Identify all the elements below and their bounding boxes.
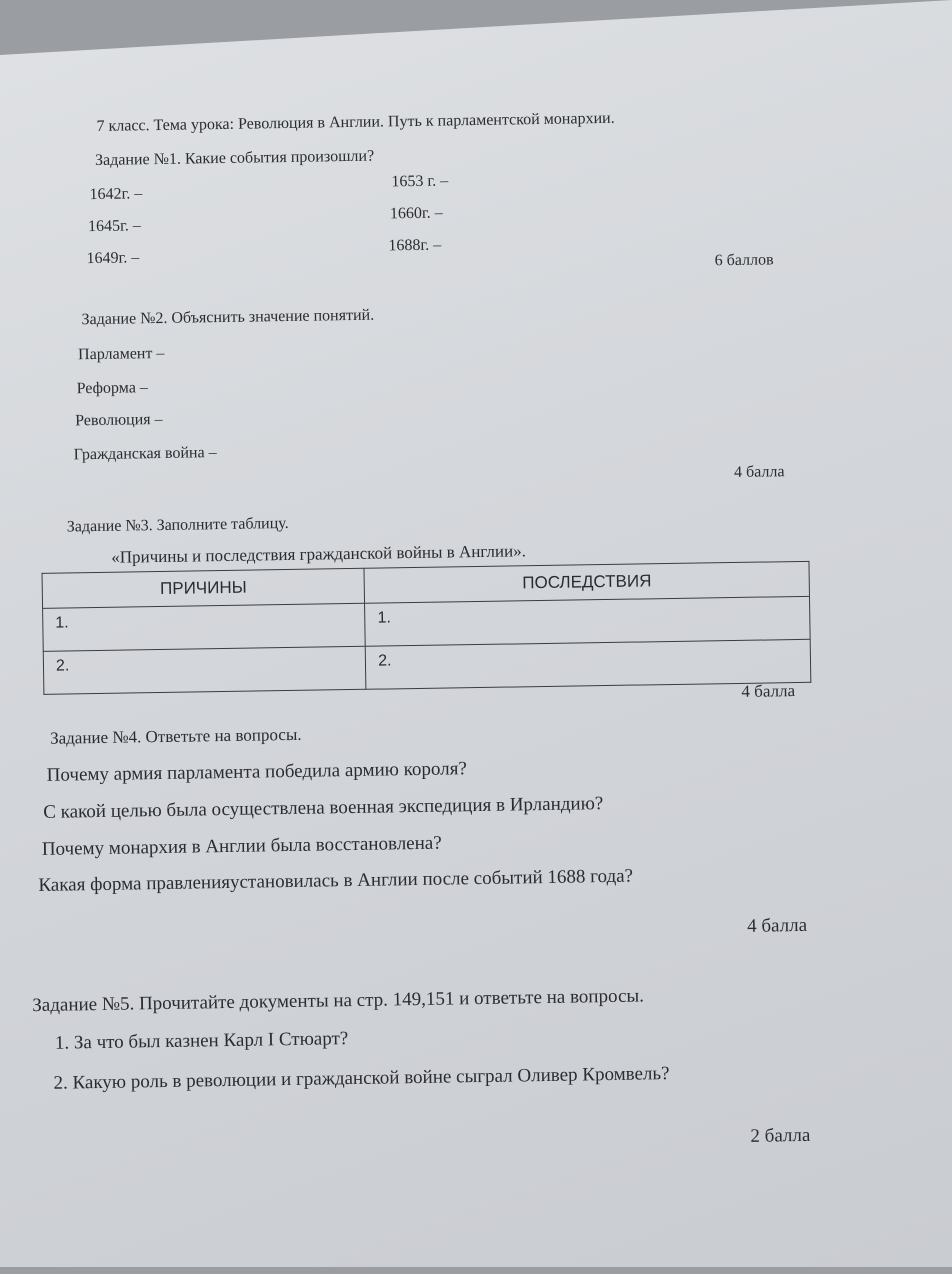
table-header-causes: ПРИЧИНЫ — [42, 568, 365, 608]
task2-term: Революция – — [75, 410, 163, 430]
task4-title: Задание №4. Ответьте на вопросы. — [49, 724, 302, 748]
task2-term: Реформа – — [76, 379, 148, 398]
task5-question: 2. Какую роль в революции и гражданской войне сыграл Оливер Кромвель? — [53, 1063, 670, 1094]
task4-question: Какая форма правленияустановилась в Англии после событий 1688 года? — [38, 865, 634, 896]
task1-title: Задание №1. Какие события произошли? — [94, 147, 375, 169]
lesson-header: 7 класс. Тема урока: Революция в Англии. Путь к парламентской монархии. — [96, 109, 615, 135]
task1-score: 6 баллов — [714, 251, 774, 270]
task1-date: 1660г. – — [389, 204, 443, 223]
table-cell: 1. — [43, 603, 366, 651]
table-cell: 2. — [365, 639, 810, 689]
table-cell: 2. — [43, 646, 366, 694]
task2-term: Гражданская война – — [73, 444, 217, 464]
task2-score: 4 балла — [733, 463, 785, 481]
table-header-effects: ПОСЛЕДСТВИЯ — [364, 561, 809, 603]
task3-title: Задание №3. Заполните таблицу. — [66, 514, 289, 536]
task4-question: Почему армия парламента победила армию короля? — [46, 758, 467, 786]
task1-date: 1642г. – — [89, 185, 143, 204]
table-cell: 1. — [365, 596, 810, 646]
task1-date: 1645г. – — [87, 217, 141, 236]
task1-date: 1688г. – — [388, 236, 442, 255]
task5-title: Задание №5. Прочитайте документы на стр. 149,151 и ответьте на вопросы. — [32, 985, 645, 1017]
task5-score: 2 балла — [750, 1124, 811, 1147]
task2-title: Задание №2. Объяснить значение понятий. — [81, 306, 375, 329]
task5-question: 1. За что был казнен Карл I Стюарт? — [54, 1028, 349, 1054]
task4-question: Почему монархия в Англии была восстановлена? — [41, 832, 442, 860]
causes-effects-table — [42, 561, 812, 695]
task1-date: 1649г. – — [86, 249, 140, 268]
task3-table-title: «Причины и последствия гражданской войны в Англии». — [111, 541, 527, 567]
task3-score: 4 балла — [741, 681, 796, 701]
task4-question: С какой целью была осуществлена военная экспедиция в Ирландию? — [43, 793, 604, 823]
task4-score: 4 балла — [746, 914, 808, 937]
task2-term: Парламент – — [77, 344, 165, 364]
task1-date: 1653 г. – — [391, 172, 449, 191]
